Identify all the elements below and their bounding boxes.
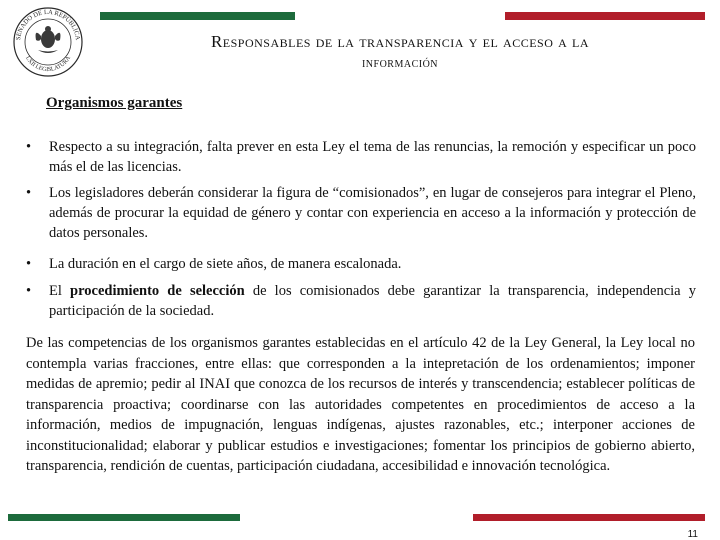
bullet-text-end: de los comisionados debe garantizar la transparencia, independencia y participación de la sociedad. — [49, 283, 696, 319]
bullet-text: Respecto a su integración, falta prever en esta Ley el tema de las renuncias, la remoción y especificar un poco más el de las licencias. — [49, 139, 696, 175]
section-heading: Organismos garantes — [46, 95, 183, 111]
bullet-text-bold: procedimiento de selección — [70, 283, 245, 299]
bullet-icon: • — [26, 256, 32, 272]
eagle-icon — [36, 26, 61, 53]
page-number: 11 — [687, 529, 698, 540]
seal-ring-text-top: SENADO DE LA REPÚBLICA — [15, 8, 82, 41]
senate-seal-logo — [12, 6, 84, 78]
seal-ring-text-bottom: LXII LEGISLATURA — [24, 55, 72, 74]
bullet-text — [49, 281, 696, 321]
bullet-item — [26, 281, 696, 321]
header-tricolor-bar — [100, 12, 705, 20]
bullet-icon: • — [26, 139, 32, 155]
bullet-icon: • — [26, 283, 32, 299]
bullet-text: La duración en el cargo de siete años, de manera escalonada. — [49, 256, 402, 272]
bullet-text: Los legisladores deberán considerar la figura de “comisionados”, en lugar de consejeros para integrar el Pleno, además de procurar la equidad de género y contar con experiencia en acceso a la información y protección de datos personales. — [49, 185, 696, 241]
bullet-text-start: El — [49, 283, 71, 299]
body-paragraph: De las competencias de los organismos garantes establecidas en el artículo 42 de la Ley General, la Ley local no contempla varias fracciones, entre ellas: que corresponden a la intepretación de los ordenamientos; imponer medidas de apremio; pedir al INAI que conozca de los recursos de interés y transcendencia; establecer políticas de transparencia proactiva; coordinarse con las autoridades competentes en procedimientos de acceso a la información, medios de impugnación, lenguas indígenas, ajustes razonables, etc.; interponer acciones de inconstitucionalidad; elaborar y publicar estudios e investigaciones; fomentar los principios de gobierno abierto, transparencia, rendición de cuentas, participación ciudadana, accesibilidad e innovación tecnológica. — [26, 335, 695, 474]
footer-tricolor-bar — [8, 514, 705, 521]
page-title-line1: Responsables de la transparencia y el acceso a la — [210, 32, 590, 51]
bullet-item — [26, 254, 696, 274]
bullet-icon: • — [26, 185, 32, 201]
bullet-item — [26, 137, 696, 177]
page-title-line2: información — [361, 56, 439, 71]
bullet-item — [26, 183, 696, 243]
